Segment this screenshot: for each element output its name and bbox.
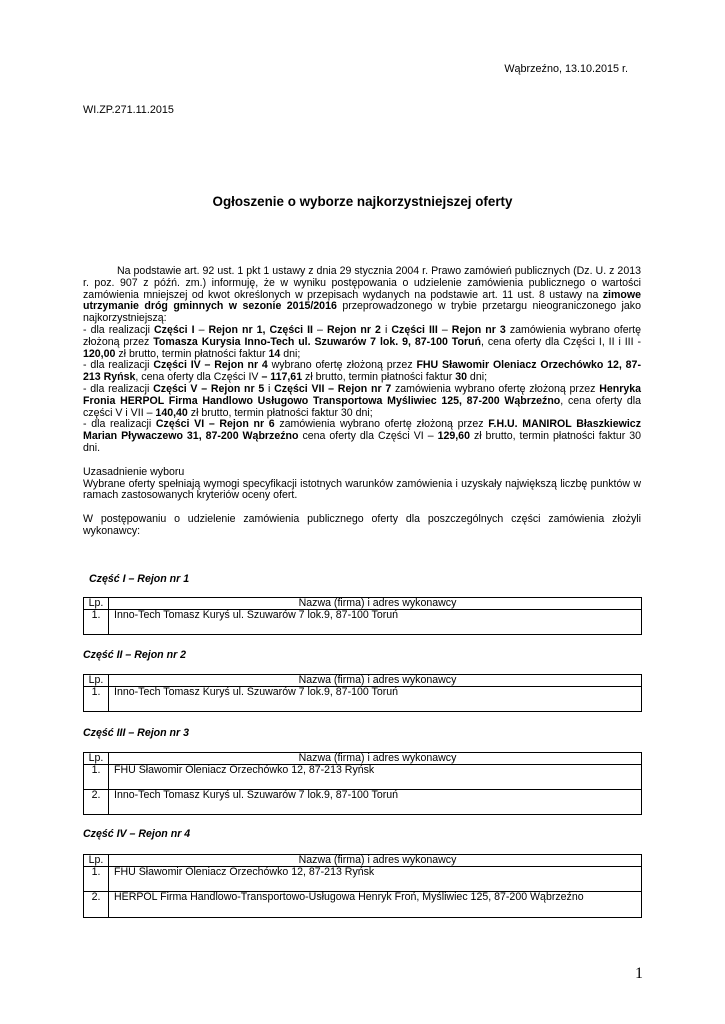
bidder-cell: Inno-Tech Tomasz Kuryś ul. Szuwarów 7 lok.9, 87-100 Toruń xyxy=(109,610,642,635)
table-header-row xyxy=(84,675,642,687)
section-title: Część II – Rejon nr 2 xyxy=(83,649,187,661)
bidder-cell: FHU Sławomir Oleniacz Orzechówko 12, 87-213 Ryńsk xyxy=(109,867,642,892)
bidders-table xyxy=(83,674,642,712)
section-title: Część III – Rejon nr 3 xyxy=(83,727,189,739)
table-header-row xyxy=(84,598,642,610)
table-row xyxy=(84,892,642,918)
award-item: - dla realizacji Części V – Rejon nr 5 i Części VII – Rejon nr 7 zamówienia wybrano ofertę złożoną przez Henryka Fronia HERPOL Firma Handlowo Usługowo Transportowa Myśliwiec 125, 87-200 Wąbrzeźno, cena oferty dla części V i VII – 140,40 zł brutto, termin płatności faktur 30 dni; xyxy=(83,382,641,419)
lp-cell: 1. xyxy=(84,610,109,635)
name-header: Nazwa (firma) i adres wykonawcy xyxy=(109,753,642,765)
lp-header: Lp. xyxy=(84,753,109,765)
lp-cell: 1. xyxy=(84,765,109,790)
bidders-table xyxy=(83,752,642,815)
bidder-cell: Inno-Tech Tomasz Kuryś ul. Szuwarów 7 lok.9, 87-100 Toruń xyxy=(109,790,642,815)
intro-paragraph xyxy=(83,266,641,325)
table-row xyxy=(84,687,642,712)
document-body xyxy=(83,266,641,538)
table-row xyxy=(84,867,642,892)
intro-end: przeprowadzonego w trybie przetargu nieograniczonego jako najkorzystniejszą: xyxy=(83,300,641,325)
award-item: - dla realizacji Części IV – Rejon nr 4 wybrano ofertę złożoną przez FHU Sławomir Oleniacz Orzechówko 12, 87-213 Ryńsk, cena oferty dla Części IV – 117,61 zł brutto, termin płatności faktur 30 dni; xyxy=(83,359,641,384)
lp-header: Lp. xyxy=(84,598,109,610)
table-header-row xyxy=(84,855,642,867)
award-item: - dla realizacji Części VI – Rejon nr 6 zamówienia wybrano ofertę złożoną przez F.H.U. MANIROL Błaszkiewicz Marian Pływaczewo 31, 87-200 Wąbrzeźno cena oferty dla Części VI – 129,60 zł brutto, termin płatności faktur 30 dni. xyxy=(83,418,641,454)
lp-cell: 2. xyxy=(84,892,109,918)
lp-header: Lp. xyxy=(84,855,109,867)
justification-heading: Uzasadnienie wyboru xyxy=(83,465,185,478)
intro-text: Na podstawie art. 92 ust. 1 pkt 1 ustawy z dnia 29 stycznia 2004 r. Prawo zamówień publicznych (Dz. U. z 2013 r. poz. 907 z późń. zm.) informuję, że w wyniku postępowania o udzielenie zamówienia publicznego o wartości zamówienia mniejszej od kwot określonych w przepisach wydanych na podstawie art. 11 ust. 8 ustawy na xyxy=(83,265,641,301)
bidder-cell: HERPOL Firma Handlowo-Transportowo-Usługowa Henryk Froń, Myśliwiec 125, 87-200 Wąbrzeźno xyxy=(109,892,642,918)
name-header: Nazwa (firma) i adres wykonawcy xyxy=(109,675,642,687)
intro-subject: zimowe utrzymanie dróg gminnych w sezonie 2015/2016 xyxy=(83,288,641,313)
lp-cell: 2. xyxy=(84,790,109,815)
bidder-cell: FHU Sławomir Oleniacz Orzechówko 12, 87-213 Ryńsk xyxy=(109,765,642,790)
justification-text: Wybrane oferty spełniają wymogi specyfikacji istotnych warunków zamówienia i uzyskały największą liczbę punktów w ramach zastosowanych kryteriów oceny ofert. xyxy=(83,477,641,502)
section-title: Część IV – Rejon nr 4 xyxy=(83,828,191,840)
document-date: Wąbrzeźno, 13.10.2015 r. xyxy=(504,63,628,75)
document-title: Ogłoszenie o wyborze najkorzystniejszej oferty xyxy=(212,194,513,209)
lp-cell: 1. xyxy=(84,687,109,712)
table-row xyxy=(84,610,642,635)
award-item: - dla realizacji Części I – Rejon nr 1, Części II – Rejon nr 2 i Części III – Rejon nr 3 zamówienia wybrano ofertę złożoną przez Tomasza Kurysia Inno-Tech ul. Szuwarów 7 lok. 9, 87-100 Toruń, cena oferty dla Części I, II i III - 120,00 zł brutto, termin płatności faktur 14 dni; xyxy=(83,323,641,360)
table-row xyxy=(84,765,642,790)
page-number: 1 xyxy=(635,965,643,982)
name-header: Nazwa (firma) i adres wykonawcy xyxy=(109,855,642,867)
table-row xyxy=(84,790,642,815)
bidders-table xyxy=(83,854,642,918)
reference-number: WI.ZP.271.11.2015 xyxy=(83,104,174,116)
table-header-row xyxy=(84,753,642,765)
lp-header: Lp. xyxy=(84,675,109,687)
lp-cell: 1. xyxy=(84,867,109,892)
name-header: Nazwa (firma) i adres wykonawcy xyxy=(109,598,642,610)
section-title: Część I – Rejon nr 1 xyxy=(89,573,190,585)
bidder-cell: Inno-Tech Tomasz Kuryś ul. Szuwarów 7 lok.9, 87-100 Toruń xyxy=(109,687,642,712)
bidders-table xyxy=(83,597,642,635)
bidders-intro: W postępowaniu o udzielenie zamówienia publicznego oferty dla poszczególnych części zamówienia złożyli wykonawcy: xyxy=(83,513,641,537)
